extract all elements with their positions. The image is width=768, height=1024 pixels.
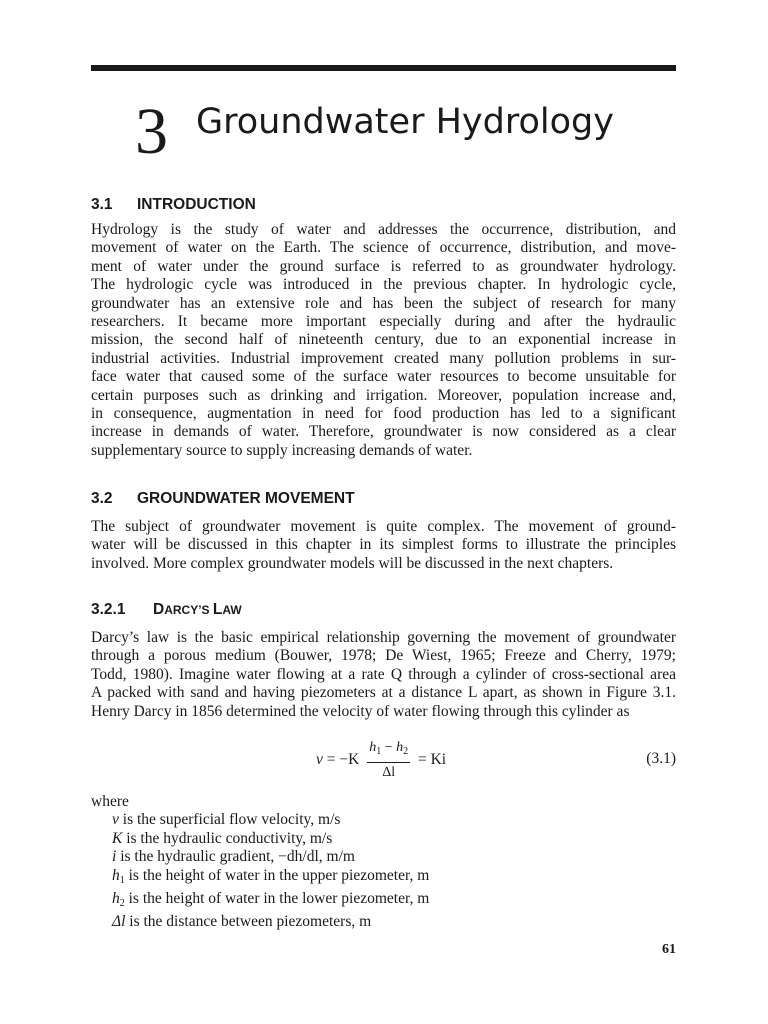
paragraph-line: increase in demands of water. Therefore, groundwater is now considered as a clear xyxy=(91,423,676,441)
equation-equals-ki: = Ki xyxy=(414,751,447,768)
section-title: GROUNDWATER MOVEMENT xyxy=(137,490,355,507)
equation-denominator: Δl xyxy=(382,764,396,780)
paragraph-line: through a porous medium (Bouwer, 1978; De Wiest, 1965; Freeze and Cherry, 1979; xyxy=(91,647,676,665)
subsection-heading-darcys-law: 3.2.1 DARCY’S LAW xyxy=(91,601,242,618)
definition-item: K is the hydraulic conductivity, m/s xyxy=(112,829,333,847)
variable-definitions xyxy=(91,793,676,932)
paragraph-line: Darcy’s law is the basic empirical relationship governing the movement of groundwater xyxy=(91,629,676,646)
definition-item: $h_2$ is the height of water in the lower piezometer, m xyxy=(112,890,430,910)
chapter-top-rule xyxy=(91,65,676,71)
chapter-number: 3 xyxy=(135,95,168,168)
chapter-title: Groundwater Hydrology xyxy=(196,102,614,142)
paragraph-line: ment of water under the ground surface is referred to as groundwater hydrology. xyxy=(91,257,676,275)
darcys-law-paragraph xyxy=(91,629,676,721)
paragraph-line: A packed with sand and having piezometers at a distance L apart, as shown in Figure 3.1. xyxy=(91,684,676,702)
equation-fraction xyxy=(367,739,410,782)
paragraph-line: The subject of groundwater movement is quite complex. The movement of ground- xyxy=(91,518,676,535)
paragraph-line: industrial activities. Industrial improvement created many pollution problems in sur- xyxy=(91,349,676,367)
paragraph-line: face water that caused some of the surface water resources to become unsuitable for xyxy=(91,368,676,386)
paragraph-line: Todd, 1980). Imagine water flowing at a rate Q through a cylinder of cross-sectional area xyxy=(91,665,676,683)
paragraph-line: certain purposes such as drinking and irrigation. Moreover, population increase and, xyxy=(91,386,676,404)
introduction-paragraph xyxy=(91,221,676,460)
definition-item: i is the hydraulic gradient, −dh/dl, m/m xyxy=(112,848,355,866)
definition-item: v is the superficial flow velocity, m/s xyxy=(112,811,341,829)
equation-lhs: v xyxy=(316,751,323,768)
definition-item: Δl is the distance between piezometers, m xyxy=(112,913,372,931)
equation-numerator: $h_1 - h_2$ xyxy=(367,739,410,763)
groundwater-movement-paragraph xyxy=(91,518,676,573)
paragraph-line: in consequence, augmentation in need for food production has led to a significant xyxy=(91,404,676,422)
paragraph-line: Henry Darcy in 1856 determined the velocity of water flowing through this cylinder as xyxy=(91,702,630,720)
chapter-heading xyxy=(135,92,695,172)
equation-equals-k: = −K xyxy=(322,751,364,768)
section-number: 3.1 xyxy=(91,196,113,213)
equation-number: (3.1) xyxy=(646,750,676,767)
paragraph-line: movement of water on the Earth. The science of occurrence, distribution, and move- xyxy=(91,239,676,257)
equation-darcys-law xyxy=(91,738,676,782)
section-heading-introduction xyxy=(91,195,256,215)
paragraph-line: supplementary source to supply increasing demands of water. xyxy=(91,441,473,459)
paragraph-line: Hydrology is the study of water and addresses the occurrence, distribution, and xyxy=(91,221,676,238)
section-number: 3.2 xyxy=(91,490,113,507)
where-label: where xyxy=(91,793,129,810)
section-title: INTRODUCTION xyxy=(137,196,256,213)
paragraph-line: The hydrologic cycle was introduced in the previous chapter. In hydrologic cycle, xyxy=(91,276,676,294)
definition-item: $h_1$ is the height of water in the upper piezometer, m xyxy=(112,866,430,886)
equation-body xyxy=(316,738,446,782)
section-heading-groundwater-movement xyxy=(91,489,355,509)
paragraph-line: groundwater has an extensive role and has been the subject of research for many xyxy=(91,294,676,312)
paragraph-line: mission, the second half of nineteenth century, due to an exponential increase in xyxy=(91,331,676,349)
subsection-number: 3.2.1 xyxy=(91,601,126,618)
paragraph-line: involved. More complex groundwater models will be discussed in the next chapters. xyxy=(91,554,614,572)
paragraph-line: water will be discussed in this chapter in its simplest forms to illustrate the principles xyxy=(91,536,676,554)
paragraph-line: researchers. It became more important especially during and after the hydraulic xyxy=(91,312,676,330)
page-number: 61 xyxy=(662,942,676,957)
